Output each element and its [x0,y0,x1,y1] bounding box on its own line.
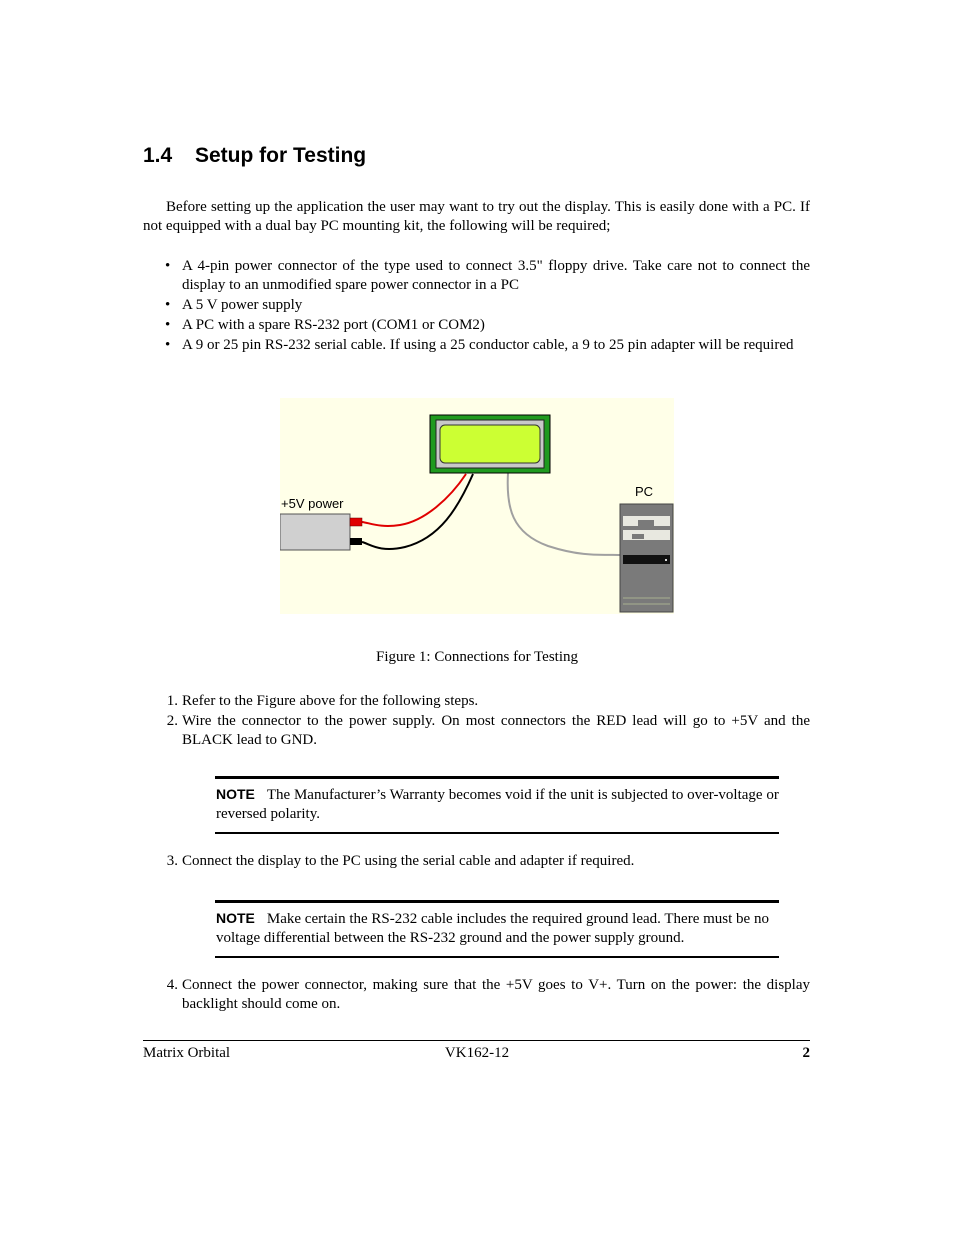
connections-diagram [280,398,674,614]
bullet-icon: • [165,337,171,353]
lcd-display-icon [430,415,550,473]
step-number: 1. [166,693,178,709]
list-item [160,316,810,335]
bullet-icon: • [165,258,171,274]
step-number: 4. [166,977,178,993]
list-item-text: A 5 V power supply [182,297,303,313]
figure-caption: Figure 1: Connections for Testing [376,649,578,665]
requirements-list [160,257,810,356]
note-tag: NOTE [216,910,255,926]
footer-divider [143,1040,810,1041]
list-item [160,976,810,1014]
section-heading [143,142,366,170]
list-item-text: A 4-pin power connector of the type used to connect 3.5" floppy drive. Take care not to connect the display to an unmodified spare power connector in a PC [182,258,810,293]
intro-paragraph: Before setting up the application the user may want to try out the display. This is easily done with a PC. If not equipped with a dual bay PC mounting kit, the following will be required; [143,199,810,234]
note-tag: NOTE [216,786,255,802]
section-title: Setup for Testing [195,144,367,167]
bullet-icon: • [165,317,171,333]
list-item [160,692,810,711]
steps-list [160,692,810,751]
note-box [215,900,779,958]
footer-company: Matrix Orbital [143,1045,231,1061]
list-item-text: A 9 or 25 pin RS-232 serial cable. If using a 25 conductor cable, a 9 to 25 pin adapter will be required [182,337,794,353]
pc-label: PC [635,484,654,499]
note-box [215,776,779,834]
bullet-icon: • [165,297,171,313]
power-supply-icon [280,514,362,550]
step-number: 3. [166,853,178,869]
connections-figure [280,398,674,614]
list-item [160,852,810,871]
note-text: The Manufacturer’s Warranty becomes void if the unit is subjected to over-voltage or reversed polarity. [216,787,779,822]
step-text: Connect the power connector, making sure that the +5V goes to V+. Turn on the power: the display backlight should come on. [182,977,810,1012]
pc-tower-icon [620,504,673,612]
step-text: Wire the connector to the power supply. On most connectors the RED lead will go to +5V and the BLACK lead to GND. [182,713,810,748]
step-text: Connect the display to the PC using the serial cable and adapter if required. [182,853,635,869]
list-item [160,712,810,750]
step-number: 2. [166,713,178,729]
page-number: 2 [802,1045,810,1061]
power-label: +5V power [281,496,344,511]
steps-list [160,976,810,1015]
footer-model: VK162-12 [444,1045,510,1061]
steps-list [160,852,810,872]
list-item [160,257,810,295]
section-number: 1.4 [143,144,173,167]
note-text: Make certain the RS-232 cable includes the required ground lead. There must be no voltage differential between the RS-232 ground and the power supply ground. [216,911,769,946]
list-item [160,336,810,355]
step-text: Refer to the Figure above for the following steps. [182,693,479,709]
list-item-text: A PC with a spare RS-232 port (COM1 or COM2) [182,317,485,333]
list-item [160,296,810,315]
